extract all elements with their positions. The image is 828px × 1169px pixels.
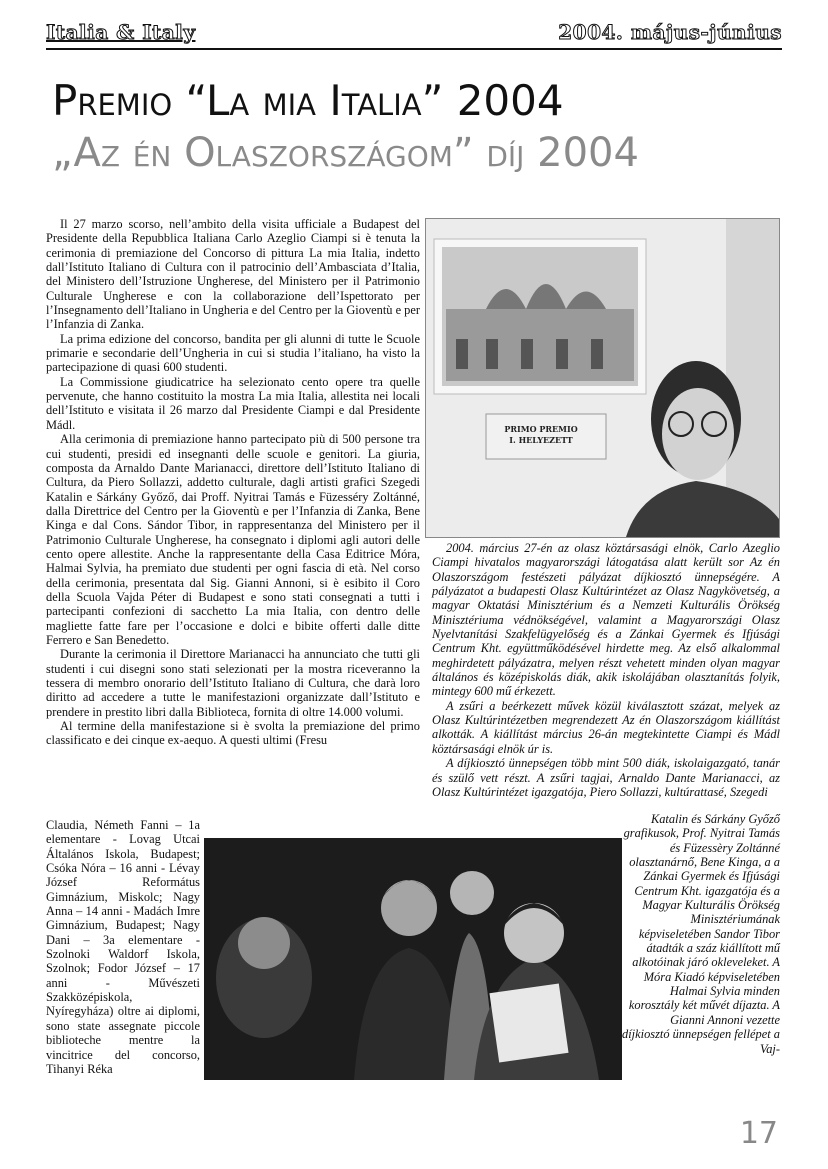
caption-paragraph: Katalin és Sárkány Győző grafikusok, Prof. Nyitrai Tamás és Füzessèry Zoltánné olasztanárnő, Bene Kinga, a a Zánkai Gyermek és Ifjúsági Centrum Kht. igazgatója és a Magyar Kulturális Örökség Minisztériumának képviseletében Sandor Tibor átadták a száz kiállított mű alkotóinak járó okleveleket. A Móra Kiadó képviseletében Halmai Sylvia minden korosztály két művét díjazta. A Gianni Annoni vezette díjkiosztó ünnepségen fellépet a Vaj- xyxy=(622,812,780,1056)
header-issue-date: 2004. május-június xyxy=(558,20,782,44)
photo-ceremony-image xyxy=(204,838,622,1080)
article-paragraph: La prima edizione del concorso, bandita per gli alunni di tutte le Scuole primarie e secondarie dell’Ungheria in cui si studia l’italiano, ha visto la partecipazione di quasi 600 studenti. xyxy=(46,331,420,375)
photo-caption-continued xyxy=(622,812,780,1056)
article-subtitle: „Az én Olaszországom” díj 2004 xyxy=(52,130,639,176)
caption-paragraph: A zsűri a beérkezett művek közül kiválasztott százat, melyek az Olasz Kultúrintézetben megrendezett Az én Olaszországom kiállítást alkották. A kiállítást március 26-án megtekintette Ciampi és Mádl köztársasági elnök úr is. xyxy=(432,698,780,756)
plaque-line: I. HELYEZETT xyxy=(509,435,573,445)
running-header xyxy=(46,18,782,50)
photo-prize-winner-image xyxy=(426,219,779,537)
article-paragraph: Al termine della manifestazione si è svolta la premiazione del primo classificato e dei cinque ex-aequo. A questi ultimi (Fresu xyxy=(46,719,420,748)
page-number: 17 xyxy=(739,1116,778,1151)
article-body-continued xyxy=(46,818,200,1076)
article-paragraph: La Commissione giudicatrice ha selezionato cento opere tra quelle pervenute, che hanno costituito la mostra La mia Italia, allestita nei locali dell’Istituto e visitata il 26 marzo dal Presidente Ciampi e dal Presidente Mádl. xyxy=(46,374,420,432)
header-section-title: Italia & Italy xyxy=(46,20,196,44)
article-paragraph: Claudia, Németh Fanni – 1a elementare - Lovag Utcai Általános Iskola, Budapest; Csóka Nóra – 16 anni - Lévay József Református Gimnázium, Miskolc; Nagy Anna – 14 anni - Madách Imre Gimnázium, Budapest; Nagy Dani – 3a elementare - Szolnoki Waldorf Iskola, Szolnok; Fodor József – 17 anni - Művészeti Szakközépiskola, Nyíregyháza) oltre ai diplomi, sono state assegnate piccole biblioteche mentre la vincitrice del concorso, Tihanyi Réka xyxy=(46,818,200,1076)
photo-prize-winner xyxy=(425,218,780,538)
article-paragraph: Alla cerimonia di premiazione hanno partecipato più di 500 persone tra cui studenti, presidi ed insegnanti delle scuole e genitori. La giuria, composta da Arnaldo Dante Marianacci, direttore dell’Istituto Italiano di Cultura, da Piero Sollazzi, addetto culturale, dagli artisti grafici Szegedi Katalin e Sárkány Győző, dai Proff. Nyitrai Tamás e Füzesséry Zoltánné, dalla Direttrice del Centro per la Gioventù e per l’Infanzia di Zanka, Bene Kinga e dal Cons. Sándor Tibor, in rappresentanza del Ministero per il Patrimonio Culturale Ungherese, ha consegnato i diplomi agli autori delle cento opere allestite. Anche la rappresentante della Casa Editrice Móra, Halmai Sylvia, ha premiato due studenti per ogni fascia di età. Nel corso della cerimonia, presentata dal Sig. Gianni Annoni, si è esibito il Coro della Scuola Vajda Péter di Budapest e sono stati consegnati a tutti i partecipanti confezioni di sacchetto La mia Italia, con dentro delle magliette fatte fare per l’occasione e dolci e bibite offerti dalle ditte Ferrero e San Benedetto. xyxy=(46,432,420,647)
article-body xyxy=(46,217,420,748)
photo-caption xyxy=(432,541,780,799)
caption-paragraph: A díjkiosztó ünnepségen több mint 500 diák, iskolaigazgató, tanár és szülő vett részt. A zsűri tagjai, Arnaldo Dante Marianacci, az Olasz Kultúrintézet igazgatója, Piero Sollazzi, kultúrattasé, Szegedi xyxy=(432,756,780,799)
article-title: Premio “La mia Italia” 2004 xyxy=(52,76,564,125)
article-paragraph: Durante la cerimonia il Direttore Marianacci ha annunciato che tutti gli studenti i cui disegni sono stati selezionati per la mostra riceveranno la tessera di membro onorario dell’Istituto Italiano di Cultura, che darà loro diritto ad accedere a tutte le manifestazioni organizzate dall’Istituto e prendere in prestito libri dalla Biblioteca, fornita di oltre 14.000 volumi. xyxy=(46,647,420,719)
plaque-line: PRIMO PREMIO xyxy=(504,424,578,434)
plaque-label xyxy=(486,424,596,446)
caption-paragraph: 2004. március 27-én az olasz köztársasági elnök, Carlo Azeglio Ciampi hivatalos magyarországi látogatása alatt került sor Az én Olaszországom festészeti pályázat díjkiosztó ünnepségére. A pályázatot a budapesti Olasz Kultúrintézet az Olasz Nagykövetség, a magyar Oktatási Minisztérium és a Nemzeti Kulturális Örökség Minisztériuma védnökségével, valamint a Magyarországi Olasz Nyelvtanítási Szakfelügyelőség és a Zánkai Gyermek és Ifjúsági Centrum Kht. együttműködésével hirdette meg. Az első alkalommal meghirdetett pályázatra, melyen részt vehetett minden olyan magyar általános és középiskolás diák, akik iskolájában olasztanítás folyik, mintegy 600 mű érkezett. xyxy=(432,541,780,699)
article-paragraph: Il 27 marzo scorso, nell’ambito della visita ufficiale a Budapest del Presidente della Repubblica Italiana Carlo Azeglio Ciampi si è tenuta la cerimonia di premiazione del Concorso di pittura La mia Italia, indetto dall’Istituto Italiano di Cultura con il patrocinio dell’Ambasciata d’Italia, del Ministero dell’Istruzione Ungherese, del Ministero per il Patrimonio Culturale Ungherese e con la collaborazione dell’Ispettorato per l’Insegnamento dell’Italiano in Ungheria e del Centro per la Gioventù e per l’Infanzia di Zanka. xyxy=(46,217,420,332)
photo-ceremony xyxy=(204,838,622,1080)
